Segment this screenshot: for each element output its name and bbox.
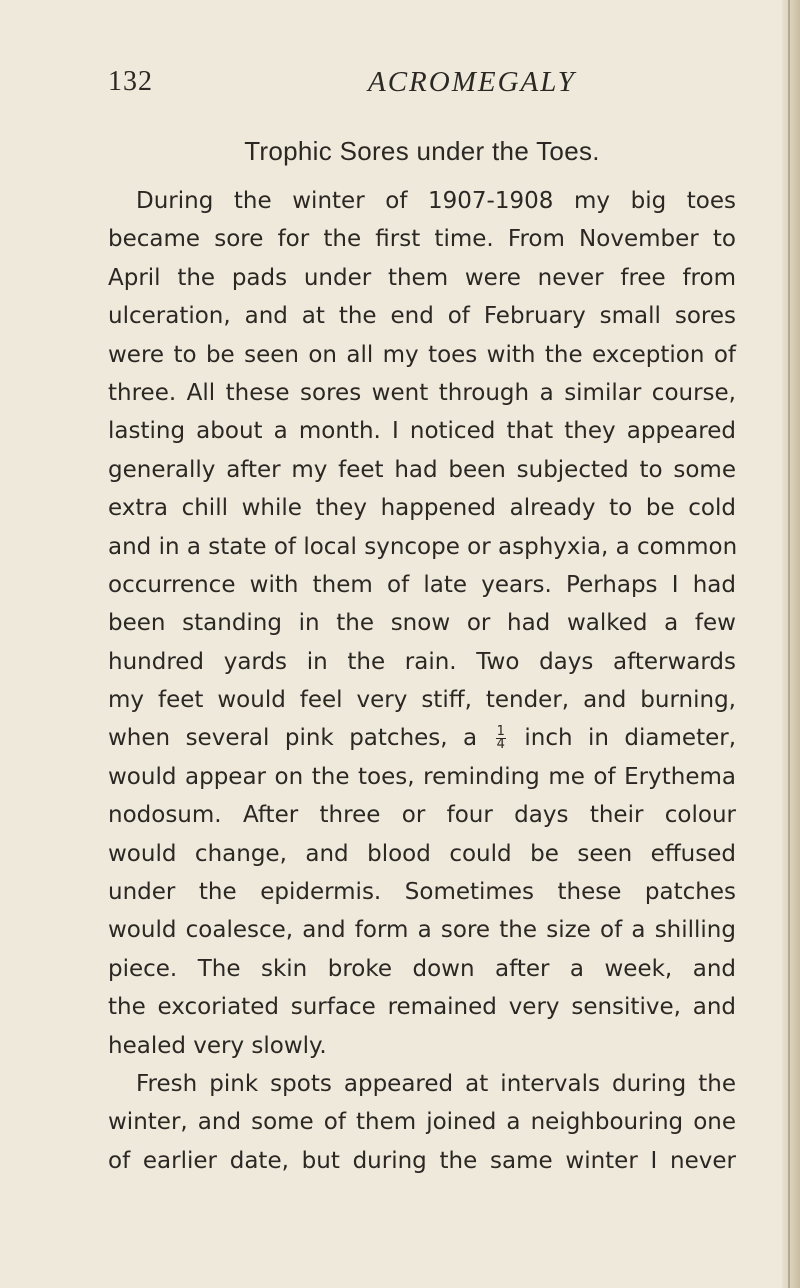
text-line: became sore for the first time. From November to [108,226,736,253]
text-line: winter, and some of them joined a neighbouring one [108,1109,736,1136]
text-line: ulceration, and at the end of February small sores [108,303,736,330]
text-line: the excoriated surface remained very sensitive, and [108,994,736,1021]
text-line-with-fraction [108,719,736,757]
body-text [108,182,736,1180]
fraction-one-quarter [496,726,506,751]
text-line: occurrence with them of late years. Perhaps I had [108,571,736,598]
text-line: piece. The skin broke down after a week, and [108,955,736,982]
text-line: healed very slowly. [108,1032,327,1059]
text-line: would change, and blood could be seen effused [108,840,736,867]
fraction-numerator: 1 [496,724,505,740]
text-line: During the winter of 1907-1908 my big toes [136,188,736,214]
text-line: lasting about a month. I noticed that they appeared [108,418,736,445]
text-line: extra chill while they happened already to be cold [108,495,736,522]
text-line: would appear on the toes, reminding me of Erythema [108,763,736,790]
page-edge [782,0,800,1288]
fraction-line-after: inch in diameter, [524,725,737,752]
section-heading: Trophic Sores under the Toes. [244,136,600,166]
fraction-line-before: when several pink patches, a [108,725,478,752]
text-line: April the pads under them were never free from [108,264,736,291]
fraction-denominator: 4 [496,737,505,753]
page-number: 132 [108,66,153,97]
text-line: and in a state of local syncope or asphyxia, a common [108,533,738,560]
text-line: were to be seen on all my toes with the exception of [108,341,736,368]
text-line: would coalesce, and form a sore the size of a shilling [108,917,736,944]
running-head [108,66,728,106]
text-line: of earlier date, but during the same winter I never [108,1147,736,1174]
text-line: hundred yards in the rain. Two days afterwards [108,648,736,675]
page-fold-line [788,0,790,1288]
running-title: ACROMEGALY [368,66,576,98]
text-line: generally after my feet had been subjected to some [108,456,736,483]
text-line: three. All these sores went through a similar course, [108,379,736,406]
text-line: been standing in the snow or had walked a few [108,610,736,637]
text-line: Fresh pink spots appeared at intervals during the [136,1070,736,1097]
text-line: under the epidermis. Sometimes these patches [108,879,736,906]
text-line: nodosum. After three or four days their colour [108,802,736,829]
text-line: my feet would feel very stiff, tender, and burning, [108,687,736,714]
